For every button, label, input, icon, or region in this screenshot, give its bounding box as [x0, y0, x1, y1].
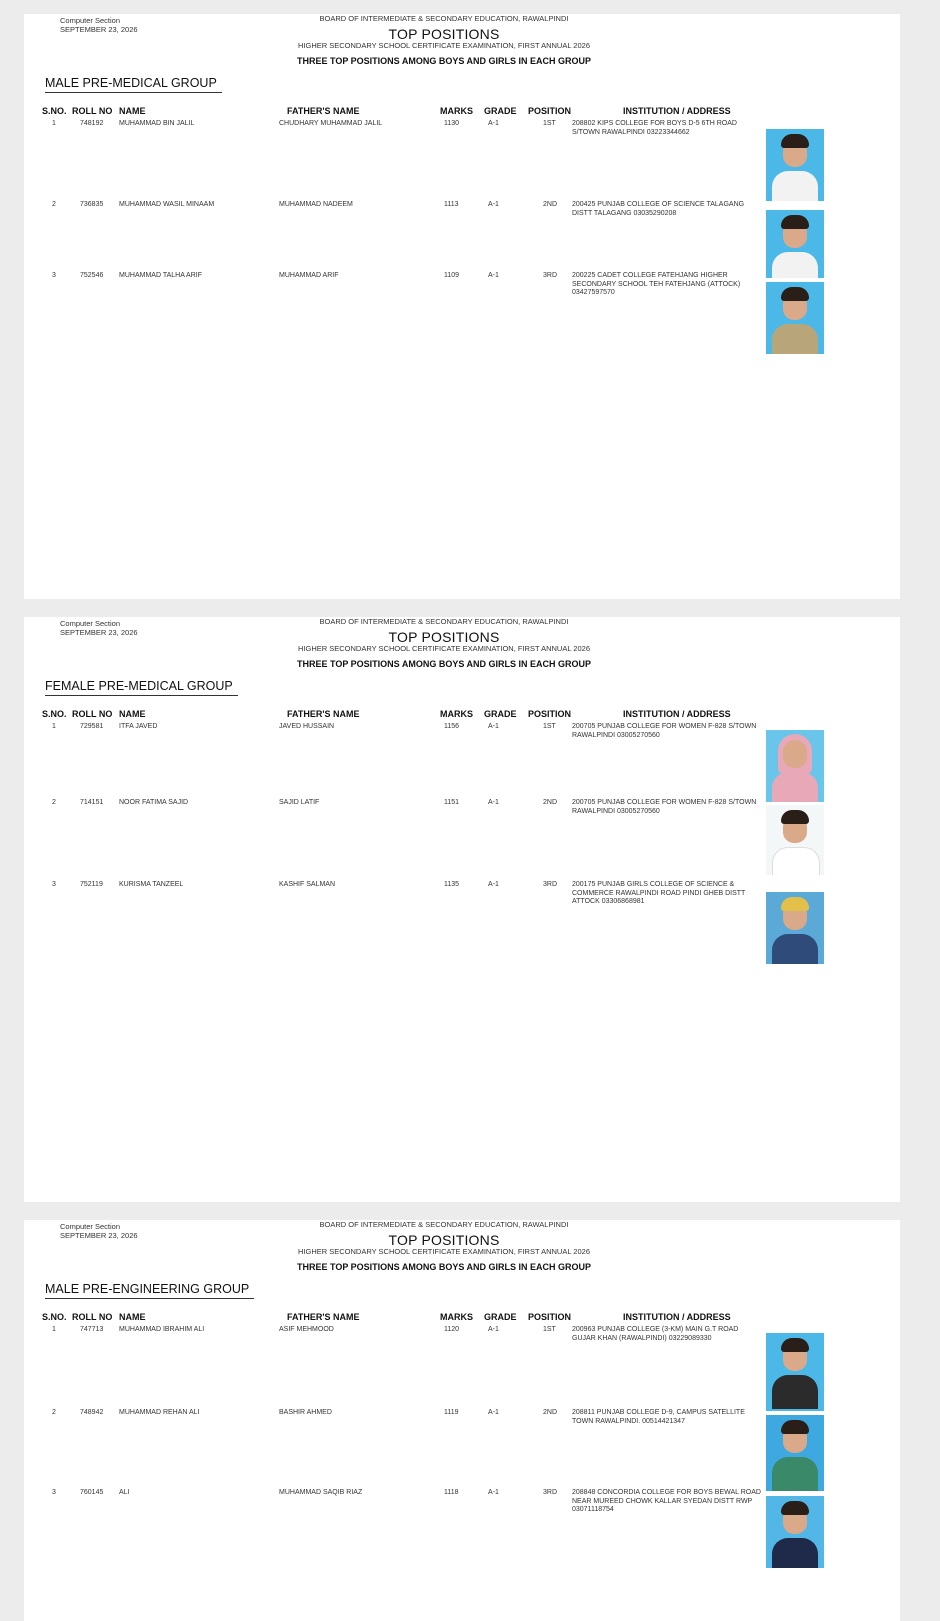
grade-cell: A-1: [488, 120, 499, 127]
name-cell: MUHAMMAD TALHA ARIF: [119, 272, 202, 279]
sno-cell: 2: [52, 201, 56, 208]
position-cell: 1ST: [543, 120, 556, 127]
position-cell: 2ND: [543, 1409, 558, 1416]
sno-cell: 3: [52, 881, 56, 888]
roll-cell: 747713: [80, 1326, 104, 1333]
col-header-marks: MARKS: [440, 106, 473, 116]
exam-name: HIGHER SECONDARY SCHOOL CERTIFICATE EXAMINATION, FIRST ANNUAL 2026: [297, 1247, 590, 1256]
father-cell: KASHIF SALMAN: [279, 881, 336, 888]
col-header-name: NAME: [119, 709, 146, 719]
col-header-position: POSITION: [528, 709, 572, 719]
page-title: TOP POSITIONS: [388, 26, 500, 42]
col-header-roll: ROLL NO: [72, 1312, 113, 1322]
result-page-female-pre-medical: [24, 617, 900, 1202]
institution-cell: 200705 PUNJAB COLLEGE FOR WOMEN F-828 S/TOWN RAWALPINDI 03005270560: [572, 799, 757, 815]
student-photo: [766, 1333, 824, 1411]
group-title: MALE PRE-ENGINEERING GROUP: [45, 1282, 254, 1299]
group-title: MALE PRE-MEDICAL GROUP: [45, 76, 222, 93]
col-header-name: NAME: [119, 106, 146, 116]
institution-cell: 208811 PUNJAB COLLEGE D-9, CAMPUS SATELLITE TOWN RAWALPINDI. 00514421347: [572, 1409, 745, 1425]
exam-name: HIGHER SECONDARY SCHOOL CERTIFICATE EXAMINATION, FIRST ANNUAL 2026: [297, 41, 590, 50]
col-header-marks: MARKS: [440, 1312, 473, 1322]
col-header-grade: GRADE: [484, 709, 517, 719]
grade-cell: A-1: [488, 881, 499, 888]
institution-cell: 200225 CADET COLLEGE FATEHJANG HIGHER SECONDARY SCHOOL TEH FATEHJANG (ATTOCK) 03427597570: [572, 272, 741, 296]
grade-cell: A-1: [488, 272, 499, 279]
sno-cell: 1: [52, 1326, 56, 1333]
grade-cell: A-1: [488, 1326, 499, 1333]
col-header-sno: S.NO.: [42, 709, 67, 719]
grade-cell: A-1: [488, 1489, 499, 1496]
position-cell: 3RD: [543, 881, 558, 888]
sno-cell: 1: [52, 120, 56, 127]
name-cell: MUHAMMAD BIN JALIL: [119, 120, 195, 127]
page-subtitle: THREE TOP POSITIONS AMONG BOYS AND GIRLS IN EACH GROUP: [296, 56, 592, 66]
page-title: TOP POSITIONS: [388, 1232, 500, 1248]
date-label: SEPTEMBER 23, 2026: [60, 25, 138, 34]
sno-cell: 2: [52, 799, 56, 806]
col-header-position: POSITION: [528, 1312, 572, 1322]
marks-cell: 1120: [444, 1326, 460, 1333]
roll-cell: 752119: [80, 881, 103, 888]
marks-cell: 1135: [444, 881, 460, 888]
date-label: SEPTEMBER 23, 2026: [60, 628, 138, 637]
computer-section-label: Computer Section: [60, 619, 121, 628]
grade-cell: A-1: [488, 1409, 499, 1416]
roll-cell: 748192: [80, 120, 104, 127]
position-cell: 1ST: [543, 723, 556, 730]
student-photo: [766, 805, 824, 875]
name-cell: ALI: [119, 1489, 130, 1496]
roll-cell: 752546: [80, 272, 104, 279]
col-header-father: FATHER'S NAME: [287, 1312, 360, 1322]
student-photo: [766, 892, 824, 964]
page-title: TOP POSITIONS: [388, 629, 500, 645]
position-cell: 3RD: [543, 1489, 558, 1496]
student-photo: [766, 282, 824, 354]
name-cell: MUHAMMAD WASIL MINAAM: [119, 201, 215, 208]
page-subtitle: THREE TOP POSITIONS AMONG BOYS AND GIRLS IN EACH GROUP: [296, 659, 592, 669]
grade-cell: A-1: [488, 799, 499, 806]
result-page-male-pre-engineering: [24, 1220, 900, 1621]
board-name: BOARD OF INTERMEDIATE & SECONDARY EDUCATION, RAWALPINDI: [319, 14, 569, 23]
father-cell: JAVED HUSSAIN: [279, 723, 335, 730]
sno-cell: 2: [52, 1409, 56, 1416]
sno-cell: 1: [52, 723, 56, 730]
sno-cell: 3: [52, 272, 56, 279]
father-cell: ASIF MEHMOOD: [279, 1326, 334, 1333]
col-header-sno: S.NO.: [42, 106, 67, 116]
col-header-institution: INSTITUTION / ADDRESS: [623, 106, 731, 116]
col-header-position: POSITION: [528, 106, 572, 116]
marks-cell: 1151: [444, 799, 460, 806]
student-photo: [766, 129, 824, 201]
position-cell: 2ND: [543, 799, 558, 806]
group-title: FEMALE PRE-MEDICAL GROUP: [45, 679, 238, 696]
exam-name: HIGHER SECONDARY SCHOOL CERTIFICATE EXAMINATION, FIRST ANNUAL 2026: [297, 644, 590, 653]
student-photo: [766, 1415, 824, 1491]
father-cell: CHUDHARY MUHAMMAD JALIL: [279, 120, 383, 127]
marks-cell: 1113: [444, 201, 459, 208]
page-subtitle: THREE TOP POSITIONS AMONG BOYS AND GIRLS IN EACH GROUP: [296, 1262, 592, 1272]
col-header-roll: ROLL NO: [72, 106, 113, 116]
col-header-institution: INSTITUTION / ADDRESS: [623, 1312, 731, 1322]
grade-cell: A-1: [488, 723, 499, 730]
name-cell: MUHAMMAD IBRAHIM ALI: [119, 1326, 205, 1333]
name-cell: ITFA JAVED: [119, 723, 158, 730]
roll-cell: 748942: [80, 1409, 104, 1416]
col-header-father: FATHER'S NAME: [287, 106, 360, 116]
col-header-grade: GRADE: [484, 1312, 517, 1322]
student-photo: [766, 730, 824, 802]
col-header-name: NAME: [119, 1312, 146, 1322]
col-header-grade: GRADE: [484, 106, 517, 116]
father-cell: MUHAMMAD SAQIB RIAZ: [279, 1489, 363, 1496]
institution-cell: 208848 CONCORDIA COLLEGE FOR BOYS BEWAL ROAD NEAR MUREED CHOWK KALLAR SYEDAN DISTT RWP 03071118754: [572, 1489, 761, 1513]
roll-cell: 760145: [80, 1489, 104, 1496]
position-cell: 2ND: [543, 201, 558, 208]
marks-cell: 1119: [444, 1409, 459, 1416]
roll-cell: 736835: [80, 201, 104, 208]
grade-cell: A-1: [488, 201, 499, 208]
father-cell: BASHIR AHMED: [279, 1409, 332, 1416]
institution-cell: 200425 PUNJAB COLLEGE OF SCIENCE TALAGANG DISTT TALAGANG 03035290208: [572, 201, 745, 217]
student-photo: [766, 1496, 824, 1568]
col-header-marks: MARKS: [440, 709, 473, 719]
name-cell: KURISMA TANZEEL: [119, 881, 184, 888]
computer-section-label: Computer Section: [60, 1222, 121, 1231]
col-header-father: FATHER'S NAME: [287, 709, 360, 719]
name-cell: NOOR FATIMA SAJID: [119, 799, 189, 806]
institution-cell: 208802 KIPS COLLEGE FOR BOYS D-5 6TH ROAD S/TOWN RAWALPINDI 03223344662: [572, 120, 737, 136]
board-name: BOARD OF INTERMEDIATE & SECONDARY EDUCATION, RAWALPINDI: [319, 1220, 569, 1229]
col-header-roll: ROLL NO: [72, 709, 113, 719]
result-page-male-pre-medical: [24, 14, 900, 599]
position-cell: 3RD: [543, 272, 558, 279]
roll-cell: 714151: [80, 799, 104, 806]
marks-cell: 1130: [444, 120, 460, 127]
institution-cell: 200175 PUNJAB GIRLS COLLEGE OF SCIENCE & COMMERCE RAWALPINDI ROAD PINDI GHEB DISTT ATTOCK 03306868981: [572, 881, 746, 905]
student-photo: [766, 210, 824, 278]
roll-cell: 729581: [80, 723, 104, 730]
marks-cell: 1156: [444, 723, 460, 730]
col-header-institution: INSTITUTION / ADDRESS: [623, 709, 731, 719]
marks-cell: 1118: [444, 1489, 459, 1496]
board-name: BOARD OF INTERMEDIATE & SECONDARY EDUCATION, RAWALPINDI: [319, 617, 569, 626]
father-cell: MUHAMMAD NADEEM: [279, 201, 353, 208]
institution-cell: 200963 PUNJAB COLLEGE (3-KM) MAIN G.T ROAD GUJAR KHAN (RAWALPINDI) 03229089330: [572, 1326, 739, 1342]
father-cell: MUHAMMAD ARIF: [279, 272, 339, 279]
marks-cell: 1109: [444, 272, 460, 279]
name-cell: MUHAMMAD REHAN ALI: [119, 1409, 200, 1416]
father-cell: SAJID LATIF: [279, 799, 320, 806]
sno-cell: 3: [52, 1489, 56, 1496]
computer-section-label: Computer Section: [60, 16, 121, 25]
col-header-sno: S.NO.: [42, 1312, 67, 1322]
institution-cell: 200705 PUNJAB COLLEGE FOR WOMEN F-828 S/TOWN RAWALPINDI 03005270560: [572, 723, 757, 739]
date-label: SEPTEMBER 23, 2026: [60, 1231, 138, 1240]
position-cell: 1ST: [543, 1326, 556, 1333]
